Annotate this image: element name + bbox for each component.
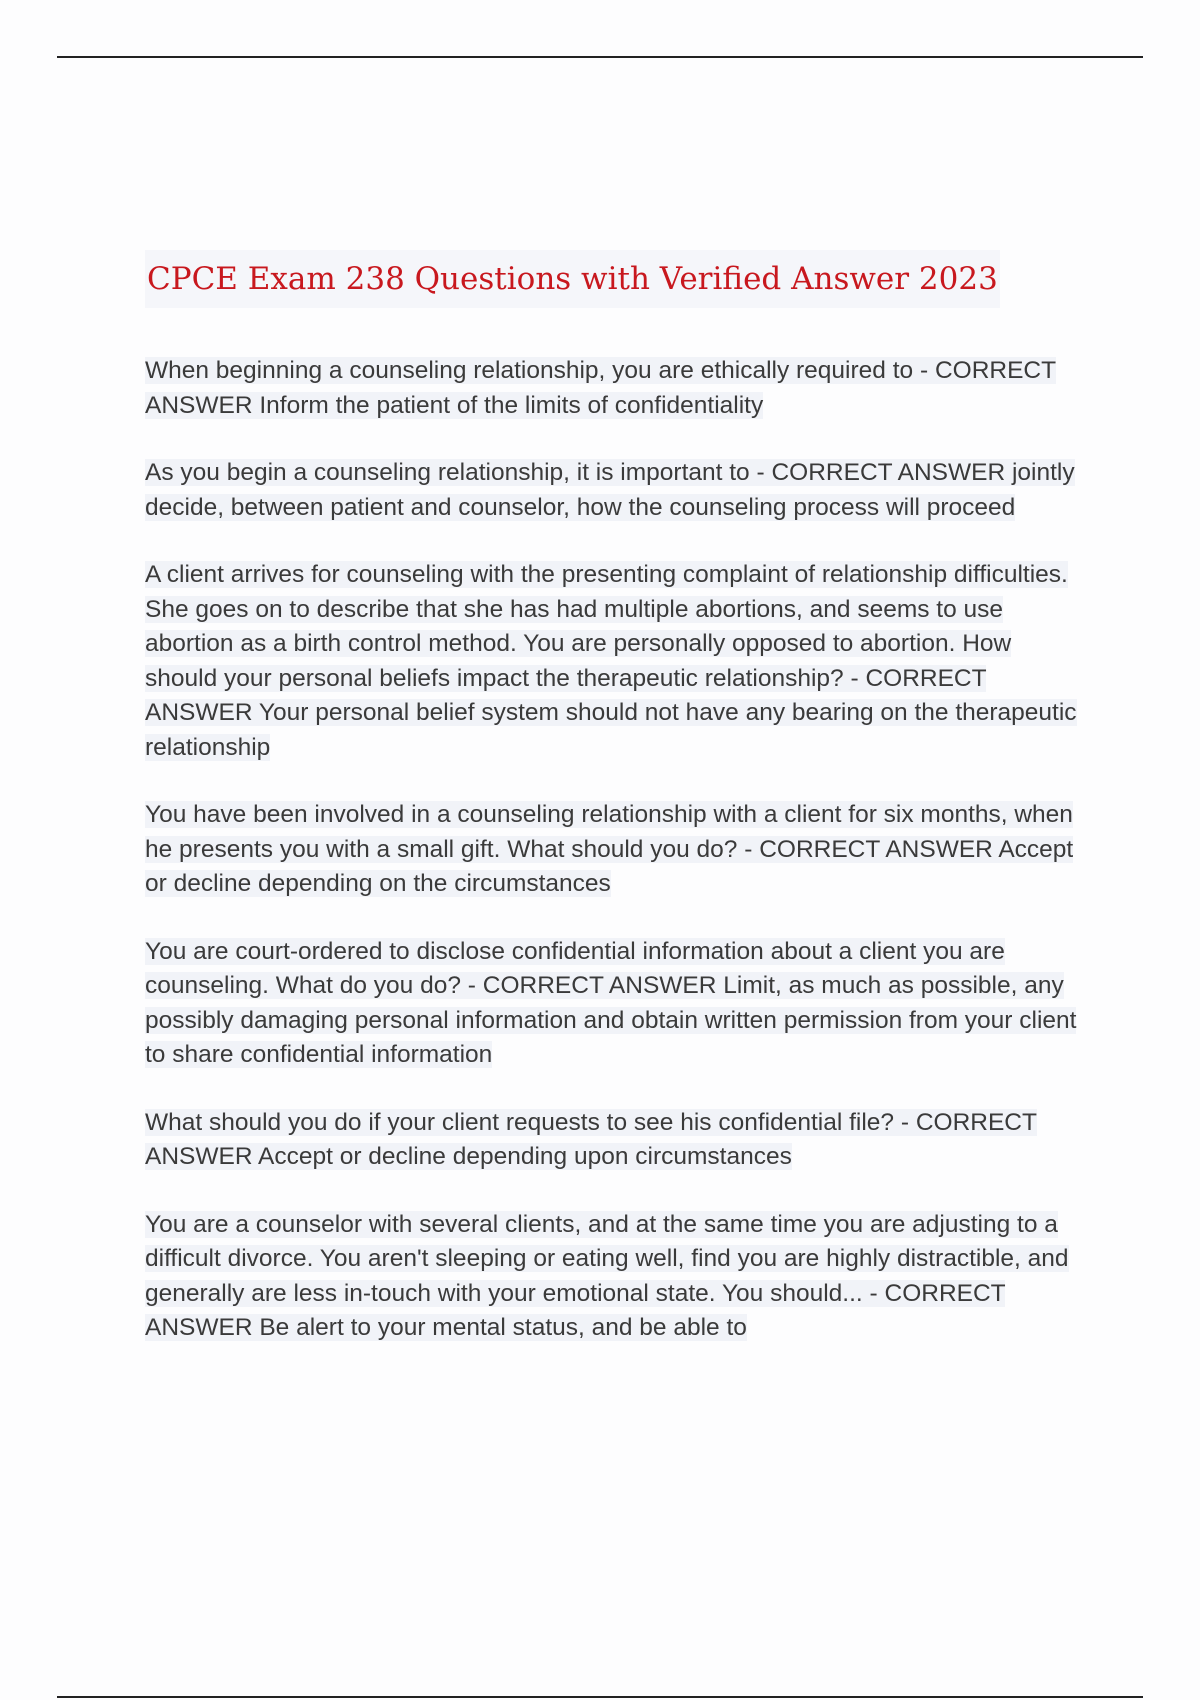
question-text: You have been involved in a counseling relationship with a client for six months, when he presents you with a small gift. What should you do? - (145, 801, 1073, 863)
question-text: You are a counselor with several clients, and at the same time you are adjusting to a difficult divorce. You aren't sleeping or eating well, find you are highly distractible, and generally are less in-touch with your emotional state. You should... - (145, 1210, 1069, 1307)
answer-text: CORRECT ANSWER Your personal belief system should not have any bearing on the therapeutic relationship (145, 664, 1077, 761)
answer-text: CORRECT ANSWER Accept or decline depending on the circumstances (145, 835, 1074, 897)
answer-text: CORRECT ANSWER Accept or decline depending upon circumstances (145, 1108, 1037, 1170)
document-title: CPCE Exam 238 Questions with Verified Answer 2023 (145, 250, 1000, 308)
header-rule (57, 56, 1143, 58)
qa-item (145, 1208, 1090, 1346)
qa-item (145, 798, 1090, 902)
qa-item (145, 354, 1090, 423)
answer-text: CORRECT ANSWER jointly decide, between patient and counselor, how the counseling process will proceed (145, 459, 1075, 521)
answer-text: CORRECT ANSWER Be alert to your mental status, and be able to (145, 1279, 1006, 1341)
question-text: When beginning a counseling relationship, you are ethically required to - (145, 357, 929, 384)
question-text: As you begin a counseling relationship, it is important to - (145, 459, 765, 486)
question-text: What should you do if your client requests to see his confidential file? - (145, 1108, 909, 1136)
document-body (145, 250, 1090, 1379)
qa-item (145, 456, 1090, 525)
question-text: A client arrives for counseling with the presenting complaint of relationship difficulties. She goes on to describe that she has had multiple abortions, and seems to use abortion as a birth control method. You are personally opposed to abortion. How should your personal beliefs impact the therapeutic relationship? - (145, 561, 1068, 692)
qa-item (145, 558, 1090, 765)
qa-item (145, 1106, 1090, 1175)
footer-rule (57, 1696, 1143, 1698)
qa-item (145, 935, 1090, 1073)
question-text: You are court-ordered to disclose confidential information about a client you are counseling. What do you do? - (145, 937, 1005, 999)
answer-text: CORRECT ANSWER Inform the patient of the limits of confidentiality (145, 357, 1056, 419)
answer-text: CORRECT ANSWER Limit, as much as possible, any possibly damaging personal information and obtain written permission from your client to share confidential information (145, 972, 1077, 1068)
